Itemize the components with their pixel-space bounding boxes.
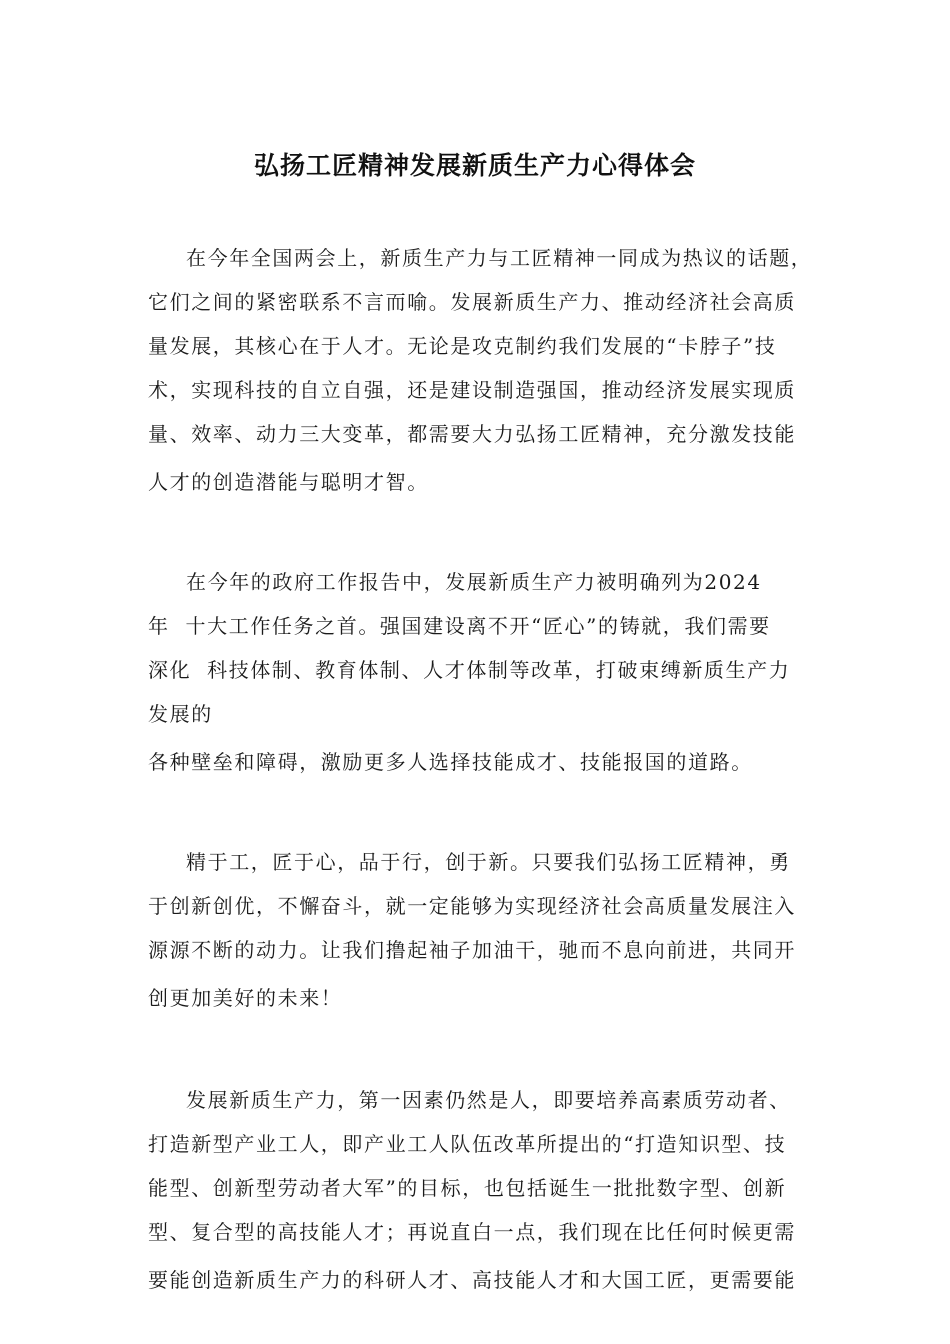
paragraph-line: 量发展，其核心在于人才。无论是攻克制约我们发展的“卡脖子”技	[148, 334, 777, 358]
paragraph-line: 打造新型产业工人，即产业工人队伍改革所提出的“打造知识型、技	[148, 1132, 787, 1156]
paragraph-line: 术，实现科技的自立自强，还是建设制造强国，推动经济发展实现质	[148, 378, 796, 402]
paragraph-line: 深化 科技体制、教育体制、人才体制等改革，打破束缚新质生产力	[148, 658, 791, 682]
paragraph-line: 发展新质生产力，第一因素仍然是人，即要培养高素质劳动者、	[186, 1088, 791, 1112]
paragraph-4	[148, 1078, 828, 1302]
paragraph-line: 源源不断的动力。让我们撸起袖子加油干，驰而不息向前进，共同开	[148, 938, 796, 962]
paragraph-1	[148, 236, 828, 504]
paragraph-line: 型、复合型的高技能人才；再说直白一点，我们现在比任何时候更需	[148, 1220, 796, 1244]
paragraph-line: 创更加美好的未来！	[148, 986, 343, 1010]
paragraph-line: 年 十大工作任务之首。强国建设离不开“匠心”的铸就，我们需要	[148, 614, 771, 638]
paragraph-line: 各种壁垒和障碍，激励更多人选择技能成才、技能报国的道路。	[148, 750, 753, 774]
paragraph-line: 在今年的政府工作报告中，发展新质生产力被明确列为2024	[186, 570, 762, 594]
paragraph-line: 精于工，匠于心，品于行，创于新。只要我们弘扬工匠精神，勇	[186, 850, 791, 874]
paragraph-3	[148, 840, 828, 1020]
paragraph-line: 它们之间的紧密联系不言而喻。发展新质生产力、推动经济社会高质	[148, 290, 796, 314]
paragraph-line: 于创新创优，不懈奋斗，就一定能够为实现经济社会高质量发展注入	[148, 894, 796, 918]
paragraph-line: 能型、创新型劳动者大军”的目标，也包括诞生一批批数字型、创新	[148, 1176, 787, 1200]
paragraph-line: 要能创造新质生产力的科研人才、高技能人才和大国工匠，更需要能	[148, 1268, 796, 1292]
paragraph-line: 人才的创造潜能与聪明才智。	[148, 470, 429, 494]
paragraph-line: 量、效率、动力三大变革，都需要大力弘扬工匠精神，充分激发技能	[148, 422, 796, 446]
paragraph-2	[148, 560, 828, 784]
document-title: 弘扬工匠精神发展新质生产力心得体会	[253, 151, 696, 180]
paragraph-line: 发展的	[148, 702, 213, 726]
paragraph-line: 在今年全国两会上，新质生产力与工匠精神一同成为热议的话题，	[186, 246, 813, 270]
